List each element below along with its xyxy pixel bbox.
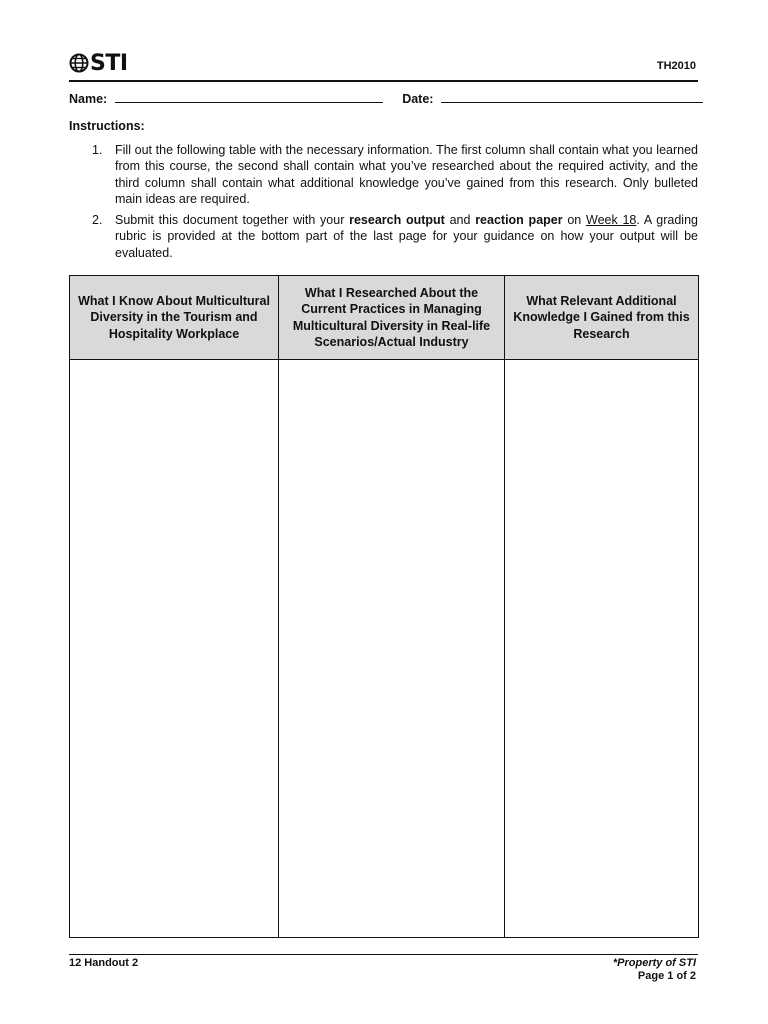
sti-logo — [69, 50, 128, 76]
header-what-i-know: What I Know About Multicultural Diversity in the Tourism and Hospitality Workplace — [70, 276, 279, 360]
answer-cell-researched[interactable] — [279, 360, 505, 938]
name-date-row — [69, 90, 698, 106]
reaction-paper-emphasis: reaction paper — [475, 213, 563, 228]
handout-label: 12 Handout 2 — [69, 957, 139, 969]
table-header-row — [70, 276, 699, 360]
answer-cell-additional[interactable] — [505, 360, 699, 938]
instructions-list — [69, 142, 698, 266]
course-code: TH2010 — [656, 60, 696, 72]
item-text: . A grading rubric is provided at the bottom part of the last page for your guidance on how your output will be evaluated. — [115, 213, 698, 260]
answer-cell-know[interactable] — [70, 360, 279, 938]
document-footer — [69, 954, 698, 982]
knowledge-table — [69, 275, 699, 938]
header-what-i-researched: What I Researched About the Current Practices in Managing Multicultural Diversity in Real-life Scenarios/Actual Industry — [279, 276, 505, 360]
footer-right — [613, 957, 696, 983]
logo-text: STI — [90, 50, 128, 76]
header-additional-knowledge: What Relevant Additional Knowledge I Gained from this Research — [505, 276, 699, 360]
page-number: Page 1 of 2 — [637, 970, 696, 982]
name-field[interactable] — [115, 90, 383, 103]
week-underline: Week 18 — [586, 213, 637, 228]
table-row — [70, 360, 699, 938]
item-number: 1. — [92, 143, 103, 157]
name-label: Name: — [69, 92, 108, 106]
instructions-title: Instructions: — [69, 119, 145, 133]
list-item — [69, 142, 698, 207]
document-header — [69, 48, 698, 82]
item-text: on — [562, 213, 586, 228]
list-item — [69, 212, 698, 261]
date-label: Date: — [402, 92, 434, 106]
globe-icon — [69, 53, 89, 73]
property-notice: *Property of STI — [612, 957, 696, 969]
research-output-emphasis: research output — [349, 213, 445, 228]
item-text: Submit this document together with your — [115, 213, 350, 228]
item-text: and — [444, 213, 476, 228]
item-text: Fill out the following table with the necessary information. The first column shall contain what you learned from this course, the second shall contain what you’ve researched about the required activity, and the third column shall contain what additional knowledge you’ve gained from this research. Only bulleted main ideas are required. — [115, 143, 698, 206]
item-number: 2. — [92, 213, 103, 228]
date-field[interactable] — [441, 90, 703, 103]
